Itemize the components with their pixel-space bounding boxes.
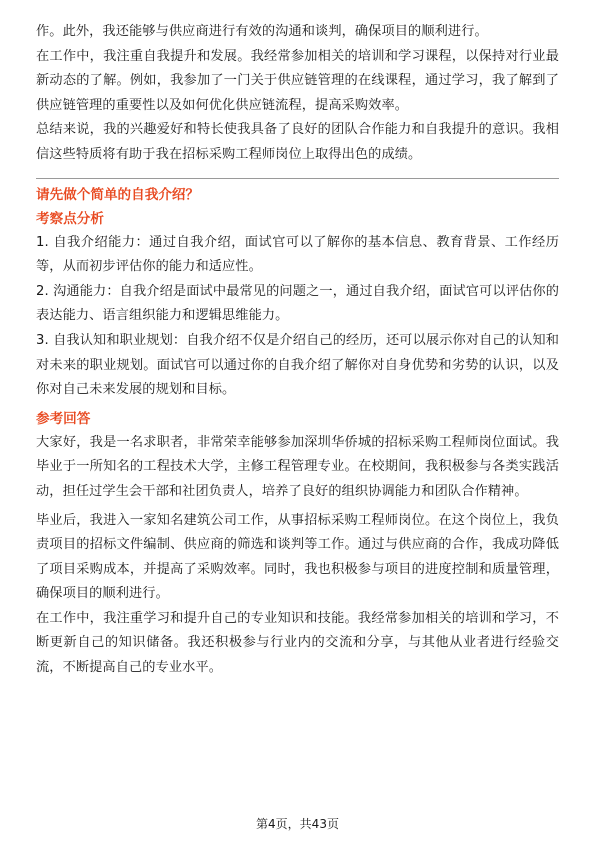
- answer-paragraph-3: 在工作中，我注重学习和提升自己的专业知识和技能。我经常参加相关的培训和学习，不断更新自己的知识储备。我还积极参与行业内的交流和分享，与其他从业者进行经验交流，不断提高自己的专业水平。: [36, 610, 559, 676]
- analysis-item-2: 2. 沟通能力：自我介绍是面试中最常见的问题之一，通过自我介绍，面试官可以评估你的表达能力、语言组织能力和逻辑思维能力。: [36, 283, 559, 324]
- intro-paragraph-1: 作。此外，我还能够与供应商进行有效的沟通和谈判，确保项目的顺利进行。: [36, 24, 488, 39]
- document-page: [36, 20, 559, 681]
- answer-heading: 参考回答: [36, 410, 91, 427]
- intro-paragraph-3: 总结来说，我的兴趣爱好和特长使我具备了良好的团队合作能力和自我提升的意识。我相信这些特质将有助于我在招标采购工程师岗位上取得出色的成绩。: [36, 122, 559, 162]
- answer-paragraph-1: 大家好，我是一名求职者，非常荣幸能够参加深圳华侨城的招标采购工程师岗位面试。我毕业于一所知名的工程技术大学，主修工程管理专业。在校期间，我积极参与各类实践活动，担任过学生会干部和社团负责人，培养了良好的组织协调能力和团队合作精神。: [36, 434, 559, 499]
- section-divider: [36, 178, 559, 179]
- question-title: 请先做个简单的自我介绍？: [36, 186, 200, 203]
- intro-paragraph-2: 在工作中，我注重自我提升和发展。我经常参加相关的培训和学习课程，以保持对行业最新动态的了解。例如，我参加了一门关于供应链管理的在线课程，通过学习，我了解到了供应链管理的重要性以及如何优化供应链流程，提高采购效率。: [36, 48, 559, 113]
- analysis-heading: 考察点分析: [36, 210, 104, 227]
- answer-paragraph-2: 毕业后，我进入一家知名建筑公司工作，从事招标采购工程师岗位。在这个岗位上，我负责项目的招标文件编制、供应商的筛选和谈判等工作。通过与供应商的合作，我成功降低了项目采购成本，并提高了采购效率。同时，我也积极参与项目的进度控制和质量管理，确保项目的顺利进行。: [36, 512, 559, 602]
- page-number-footer: 第4页，共43页: [256, 817, 339, 831]
- analysis-item-3: 3. 自我认知和职业规划：自我介绍不仅是介绍自己的经历，还可以展示你对自己的认知和对未来的职业规划。面试官可以通过你的自我介绍了解你对自身优势和劣势的认识，以及你对自己未来发展的规划和目标。: [36, 332, 559, 398]
- analysis-item-1: 1. 自我介绍能力：通过自我介绍，面试官可以了解你的基本信息、教育背景、工作经历等，从而初步评估你的能力和适应性。: [36, 234, 559, 275]
